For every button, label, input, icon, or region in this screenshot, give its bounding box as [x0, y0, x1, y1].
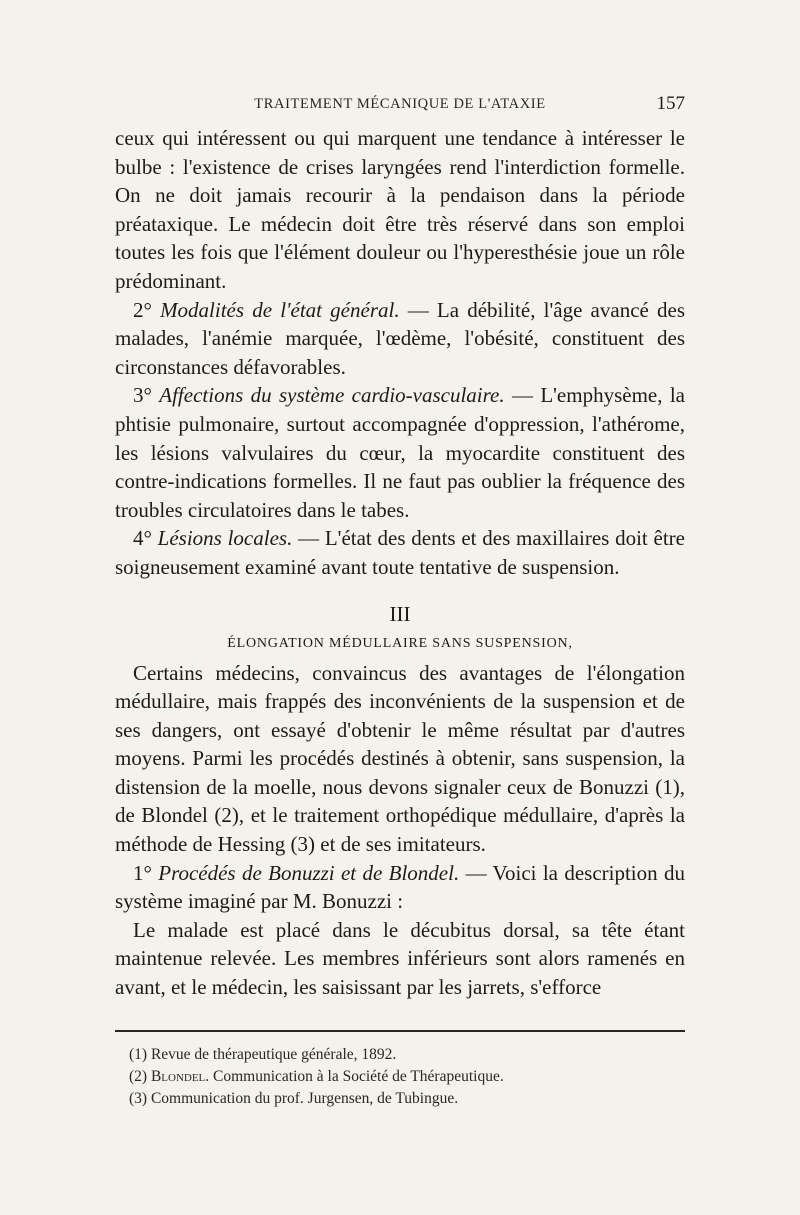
section-numeral: III [389, 601, 411, 626]
item-number: 3° [133, 383, 160, 408]
footnote-text: Communication à la Société de Thérapeutique. [209, 1068, 504, 1085]
item-heading: Procédés de Bonuzzi et de Blondel. [158, 860, 460, 885]
footnote-mark: (1) [129, 1046, 151, 1063]
running-title: TRAITEMENT MÉCANIQUE DE L'ATAXIE [254, 96, 546, 112]
footnote-rule [115, 1030, 685, 1032]
item-text: — Voici la description du système imaginé par M. Bonuzzi : [115, 860, 685, 914]
footnote-text: Revue de thérapeutique générale, 1892. [150, 1046, 397, 1063]
section-title: ÉLONGATION MÉDULLAIRE SANS SUSPENSION, [227, 635, 573, 651]
footnote-1 [115, 1044, 685, 1066]
footnote-3 [115, 1088, 685, 1110]
footnote-2 [115, 1066, 685, 1088]
footnote-mark: (3) [129, 1090, 151, 1107]
item-text: — L'emphysème, la phtisie pulmonaire, surtout accompagnée d'oppression, l'athérome, les lésions valvulaires du cœur, la myocardite constituent des contre-indications formelles. Il ne faut pas oublier la fréquence des troubles circulatoires dans le tabes. [115, 383, 685, 522]
page-header [115, 93, 685, 122]
item-heading: Lésions locales. [157, 526, 293, 551]
item-heading: Modalités de l'état général. [160, 297, 400, 322]
item-text: — La débilité, l'âge avancé des malades, l'anémie marquée, l'œdème, l'obésité, constituent des circonstances défavorables. [115, 297, 685, 379]
page-number: 157 [656, 93, 685, 114]
paragraph-procedures [115, 859, 685, 916]
paragraph-general-state [115, 296, 685, 382]
paragraph-continuation: ceux qui intéressent ou qui marquent une tendance à intéresser le bulbe : l'existence de crises laryngées rend l'interdiction formelle. On ne doit jamais recourir à la pendaison dans la période préataxique. Le médecin doit être très réservé dans son emploi toutes les fois que l'élément douleur ou l'hyperesthésie joue un rôle prédominant. [115, 126, 685, 293]
item-heading: Affections du système cardio-vasculaire. [159, 383, 505, 408]
footnote-mark: (2) [129, 1068, 151, 1085]
item-number: 1° [133, 860, 159, 885]
paragraph-local-lesions [115, 524, 685, 581]
footnotes [115, 1044, 685, 1110]
body-text [115, 124, 685, 1002]
paragraph-cardiovascular [115, 381, 685, 524]
paragraph-description: Le malade est placé dans le décubitus dorsal, sa tête étant maintenue relevée. Les membres inférieurs sont alors ramenés en avant, et le médecin, les saisissant par les jarrets, s'efforce [115, 917, 685, 1000]
footnote-text: Communication du prof. Jurgensen, de Tubingue. [150, 1090, 459, 1107]
footnote-author: Blondel. [150, 1068, 210, 1085]
item-number: 2° [133, 297, 161, 322]
paragraph-intro: Certains médecins, convaincus des avantages de l'élongation médullaire, mais frappés des inconvénients de la suspension et de ses dangers, ont essayé d'obtenir le même résultat par d'autres moyens. Parmi les procédés destinés à obtenir, sans suspension, la distension de la moelle, nous devons signaler ceux de Bonuzzi (1), de Blondel (2), et le traitement orthopédique médullaire, d'après la méthode de Hessing (3) et de ses imitateurs. [115, 660, 685, 857]
item-text: — L'état des dents et des maxillaires doit être soigneusement examiné avant toute tentative de suspension. [115, 526, 685, 579]
item-number: 4° [133, 526, 158, 551]
